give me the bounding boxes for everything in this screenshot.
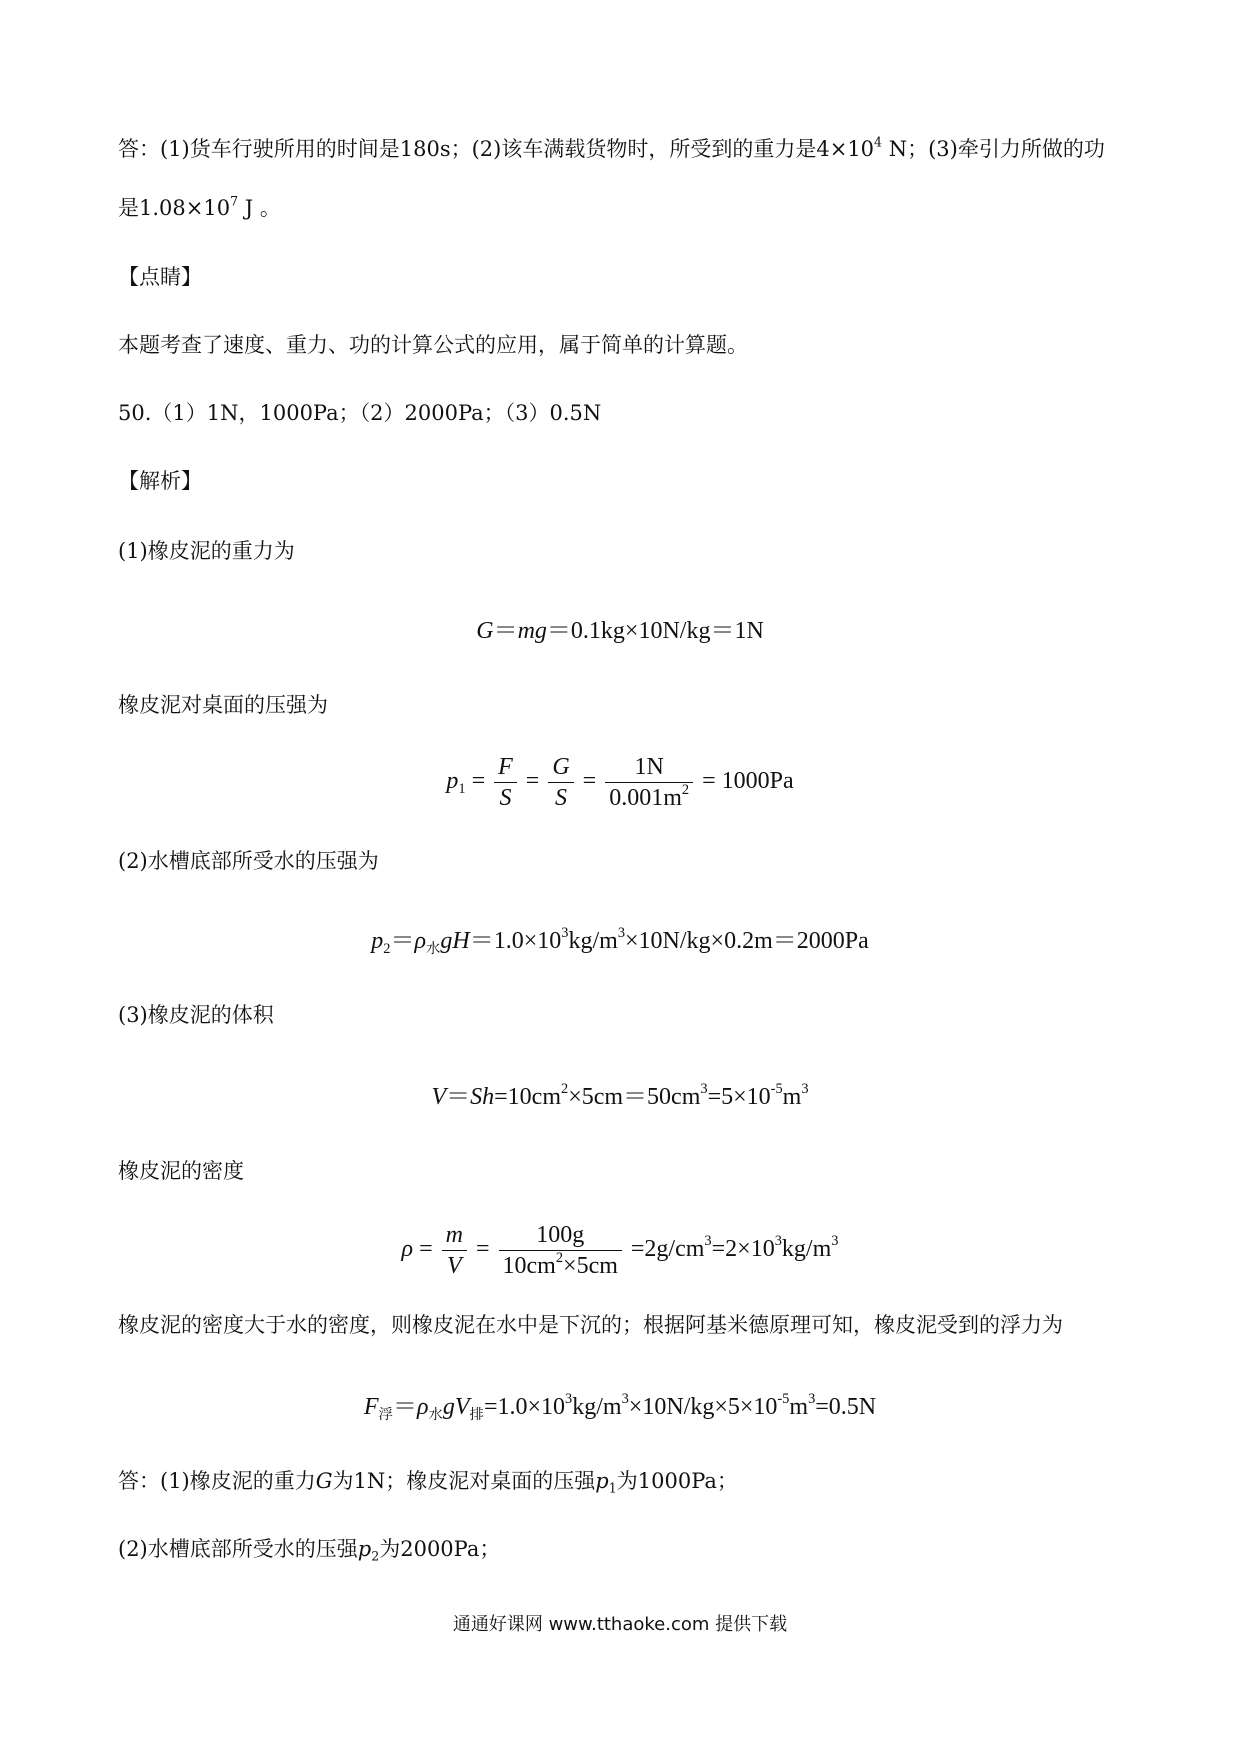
equation-pressure-p1: $p_1$ = $\frac{F}{S}$ = $\frac{G}{S}$ = $\frac{1N}{0.001m^2}$ = 1000Pa — [446, 754, 794, 811]
page-footer: 通通好课网 www.tthaoke.com 提供下载 — [452, 1614, 788, 1635]
dianjing-text: 本题考查了速度、重力、功的计算公式的应用，属于简单的计算题。 — [118, 333, 748, 357]
final-answer-line-1: 答：(1)橡皮泥的重力G为1N；橡皮泥对桌面的压强$p_1$为1000Pa； — [118, 1469, 738, 1496]
question-50-answer: 50.（1）1N，1000Pa；（2）2000Pa；（3）0.5N — [118, 401, 602, 425]
jiexi-heading: 【解析】 — [118, 469, 202, 493]
work-value: $1.08\times 10^7$ — [139, 193, 239, 220]
equation-water-pressure: $p_2=\rho_水gH=1.0\times 10^3kg/m^3\times 10N/kg\times 0.2m=2000Pa$ — [371, 925, 869, 958]
dianjing-heading: 【点睛】 — [118, 265, 202, 289]
fraction-m-over-V: $\frac{m}{V}$ — [442, 1220, 467, 1281]
fraction-G-over-S: $\frac{G}{S}$ — [548, 752, 573, 813]
fraction-F-over-S: $\frac{F}{S}$ — [494, 752, 517, 813]
paragraph-gravity-label: (1)橡皮泥的重力为 — [118, 539, 295, 563]
text: 答：(1)货车行驶所用的时间是180s；(2)该车满载货物时，所受到的重力是 — [118, 137, 817, 161]
paragraph-water-pressure-label: (2)水槽底部所受水的压强为 — [118, 849, 379, 873]
equation-density: ρ = $\frac{m}{V}$ = $\frac{100g}{10cm^2\times 5cm}$ $=2g/cm^3=2\times 10^3kg/m^3$ — [401, 1222, 839, 1279]
fraction-mass-over-volume: $\frac{100g}{10cm^2\times 5cm}$ — [499, 1220, 622, 1281]
previous-answer-line-1: 答：(1)货车行驶所用的时间是180s；(2)该车满载货物时，所受到的重力是$4\times 10^4$ N；(3)牵引力所做的功 — [118, 134, 1105, 161]
final-answer-line-2: (2)水槽底部所受水的压强$p_2$为2000Pa； — [118, 1537, 501, 1564]
fraction-1N-over-area: $\frac{1N}{0.001m^2}$ — [605, 752, 693, 813]
paragraph-pressure-label: 橡皮泥对桌面的压强为 — [118, 693, 328, 717]
previous-answer-line-2: 是$1.08\times 10^7$ J 。 — [118, 193, 281, 220]
equation-gravity: G＝mg＝0.1kg×10N/kg＝1N — [476, 618, 764, 644]
paragraph-buoyancy-text: 橡皮泥的密度大于水的密度，则橡皮泥在水中是下沉的；根据阿基米德原理可知，橡皮泥受到的浮力为 — [118, 1313, 1063, 1337]
gravity-value: $4\times 10^4$ — [816, 134, 883, 161]
equation-volume: $V=Sh=10cm^2\times 5cm=50cm^3=5\times 10^{-5}m^3$ — [431, 1081, 809, 1110]
paragraph-volume-label: (3)橡皮泥的体积 — [118, 1003, 274, 1027]
paragraph-density-label: 橡皮泥的密度 — [118, 1159, 244, 1183]
equation-buoyancy: $F_浮=\rho_水gV_排=1.0\times 10^3kg/m^3\times 10N/kg\times 5\times 10^{-5}m^3=0.5N$ — [363, 1391, 877, 1424]
